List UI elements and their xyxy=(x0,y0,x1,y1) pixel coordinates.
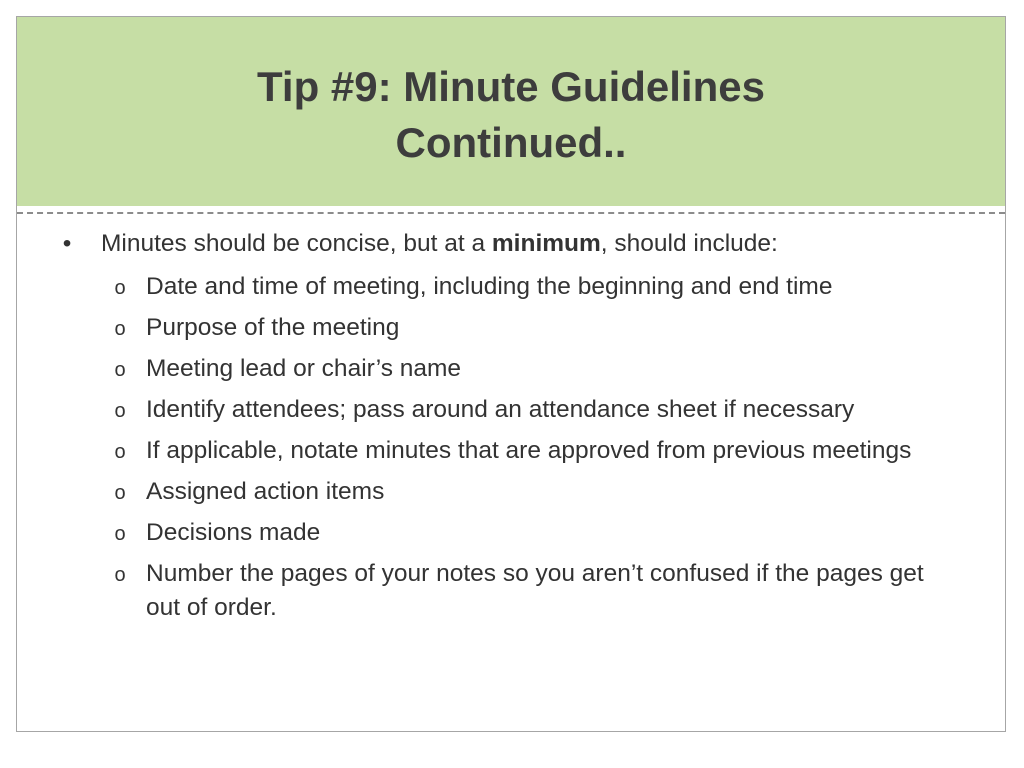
sub-bullet-item xyxy=(57,516,957,550)
sub-bullet-marker: o xyxy=(114,359,126,381)
slide-title-line-1: Tip #9: Minute Guidelines xyxy=(257,62,765,110)
sub-bullet-marker: o xyxy=(114,400,126,422)
sub-bullet-marker: o xyxy=(114,441,126,463)
sub-bullet-list xyxy=(57,270,957,625)
sub-bullet-item xyxy=(57,475,957,509)
sub-bullet-text: Meeting lead or chair’s name xyxy=(146,355,462,382)
dashed-divider xyxy=(17,212,1005,214)
slide-title-line-2: Continued.. xyxy=(395,118,627,166)
sub-bullet-text: Date and time of meeting, including the beginning and end time xyxy=(146,273,833,300)
sub-bullet-marker: o xyxy=(114,318,126,340)
sub-bullet-text: If applicable, notate minutes that are approved from previous meetings xyxy=(146,437,912,464)
sub-bullet-marker: o xyxy=(114,564,126,586)
bullet-text xyxy=(101,230,778,257)
sub-bullet-text: Identify attendees; pass around an attendance sheet if necessary xyxy=(146,396,855,423)
slide-title xyxy=(257,53,765,171)
sub-bullet-item xyxy=(57,311,957,345)
sub-bullet-item xyxy=(57,434,957,468)
sub-bullet-text: Assigned action items xyxy=(146,478,385,505)
sub-bullet-marker: o xyxy=(114,482,126,504)
sub-bullet-text: Purpose of the meeting xyxy=(146,314,400,341)
sub-bullet-item xyxy=(57,352,957,386)
slide xyxy=(16,16,1006,732)
bullet-text-after: , should include: xyxy=(600,230,778,257)
sub-bullet-item xyxy=(57,270,957,304)
sub-bullet-text: Decisions made xyxy=(146,519,321,546)
bullet-item xyxy=(57,229,957,259)
sub-bullet-marker: o xyxy=(114,523,126,545)
sub-bullet-text: Number the pages of your notes so you aren’t confused if the pages get out of order. xyxy=(146,560,924,621)
bullet-text-bold: minimum xyxy=(491,230,601,257)
title-band xyxy=(17,17,1005,206)
slide-body xyxy=(57,229,957,632)
sub-bullet-item xyxy=(57,393,957,427)
bullet-text-before: Minutes should be concise, but at a xyxy=(101,230,492,257)
sub-bullet-item xyxy=(57,557,957,625)
bullet-marker: • xyxy=(62,230,72,257)
sub-bullet-marker: o xyxy=(114,277,126,299)
